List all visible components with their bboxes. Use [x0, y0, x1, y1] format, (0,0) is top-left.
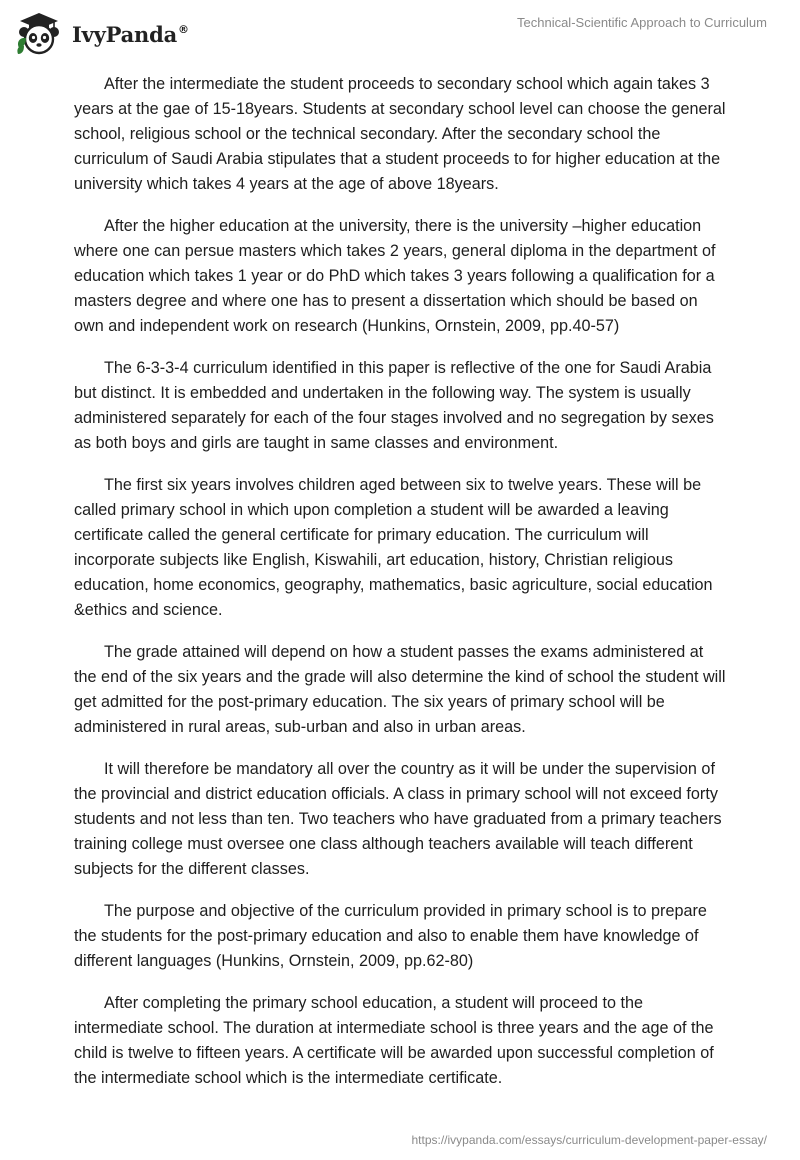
paragraph-4: The first six years involves children aged between six to twelve years. These will be called primary school in which upon completion a student will be awarded a leaving certificate called the general certificate for primary education. The curriculum will incorporate subjects like English, Kiswahili, art education, history, Christian religious education, home economics, geography, mathematics, basic agriculture, social education &ethics and science. [74, 476, 713, 619]
registered-mark: ® [178, 22, 189, 36]
paragraph-6: It will therefore be mandatory all over the country as it will be under the supervision of the provincial and district education officials. A class in primary school will not exceed forty students and not less than ten. Two teachers who have graduated from a primary teachers training college must oversee one class although teachers available will teach different subjects for the different classes. [74, 760, 722, 878]
document-title: Technical-Scientific Approach to Curriculum [517, 15, 767, 30]
paragraph-2: After the higher education at the university, there is the university –higher education where one can persue masters which takes 2 years, general diploma in the department of education which takes 1 year or do PhD which takes 3 years following a qualification for a masters degree and where one has to present a dissertation which should be based on own and independent work on research (Hunkins, Ornstein, 2009, pp.40-57) [74, 217, 716, 335]
paragraph-3: The 6-3-3-4 curriculum identified in this paper is reflective of the one for Saudi Arabia but distinct. It is embedded and undertaken in the following way. The system is usually administered separately for each of the four stages involved and no segregation by sexes as both boys and girls are taught in same classes and environment. [74, 359, 714, 452]
source-url-link[interactable]: https://ivypanda.com/essays/curriculum-development-paper-essay/ [411, 1133, 767, 1147]
brand-logo-link[interactable] [14, 8, 189, 58]
panda-logo-icon [14, 8, 64, 58]
paragraph-7: The purpose and objective of the curriculum provided in primary school is to prepare the students for the post-primary education and also to enable them have knowledge of different languages (Hunkins, Ornstein, 2009, pp.62-80) [74, 902, 707, 970]
page-header [0, 0, 800, 70]
paragraph-5: The grade attained will depend on how a student passes the exams administered at the end of the six years and the grade will also determine the kind of school the student will get admitted for the post-primary education. The six years of primary school will be administered in rural areas, sub-urban and also in urban areas. [74, 643, 726, 736]
paragraph-1: After the intermediate the student proceeds to secondary school which again takes 3 years at the gae of 15-18years. Students at secondary school level can choose the general school, religious school or the technical secondary. After the secondary school the curriculum of Saudi Arabia stipulates that a student proceeds to for higher education at the university which takes 4 years at the age of above 18years. [74, 75, 726, 193]
paragraph-8: After completing the primary school education, a student will proceed to the intermediate school. The duration at intermediate school is three years and the age of the child is twelve to fifteen years. A certificate will be awarded upon successful completion of the intermediate school which is the intermediate certificate. [74, 994, 714, 1087]
brand-name: IvyPanda® [72, 21, 189, 47]
essay-body [74, 72, 726, 1108]
